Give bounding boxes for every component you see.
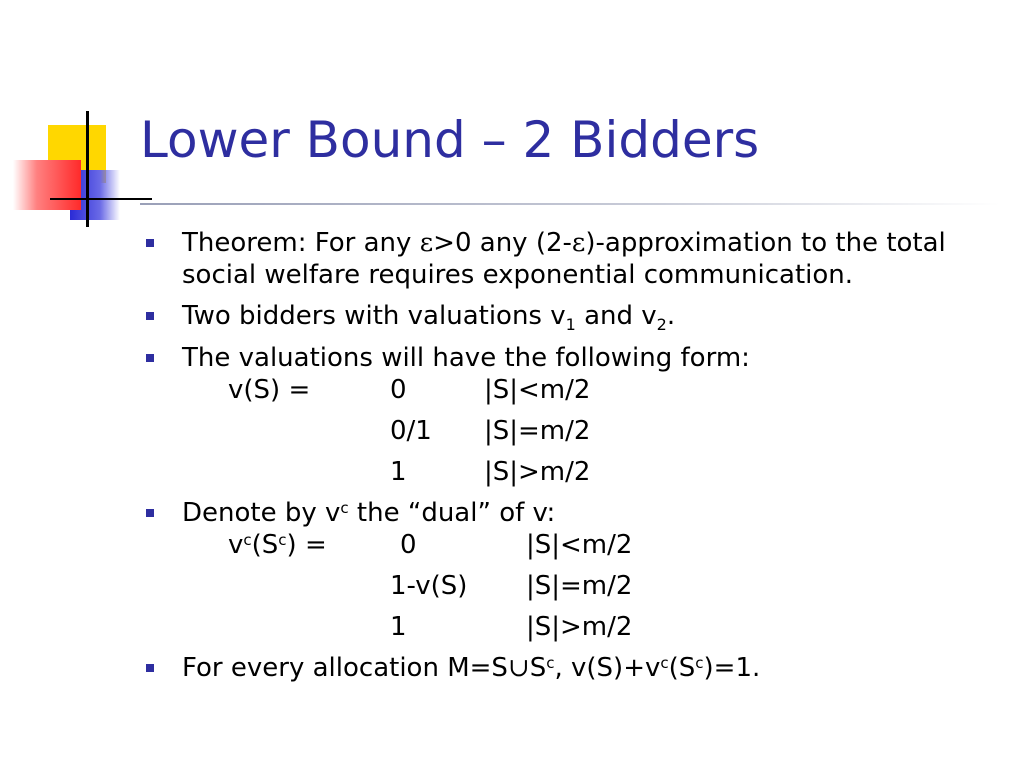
v-table-value: 1 xyxy=(390,457,407,488)
v-table xyxy=(140,374,1010,497)
alloc-text-4: (S xyxy=(668,653,696,684)
bidders-text-2: and v xyxy=(575,301,657,331)
form-intro-text: The valuations will have the following form: xyxy=(182,343,750,374)
title-underline xyxy=(140,203,1000,205)
alloc-sup-3: c xyxy=(695,654,704,673)
v-table-condition: |S|>m/2 xyxy=(484,457,591,488)
v-table-condition: |S|<m/2 xyxy=(484,375,591,406)
vc-table-condition: |S|>m/2 xyxy=(526,612,633,643)
vc-table-condition: |S|=m/2 xyxy=(526,571,633,602)
bullet-marker xyxy=(146,354,154,362)
slide-title: Lower Bound – 2 Bidders xyxy=(140,111,760,169)
slide-body xyxy=(140,227,1010,693)
bullet-marker xyxy=(146,239,154,247)
vc-table xyxy=(140,529,1010,652)
bullet-theorem xyxy=(140,227,1010,291)
vc-table-value: 0 xyxy=(400,530,417,561)
theorem-text-3: )-approximation to the total social welfare requires exponential communication. xyxy=(182,228,946,290)
bidders-sub-1: 1 xyxy=(565,315,576,335)
alloc-text-1: For every allocation M=S xyxy=(182,653,508,684)
dual-text-2: the “dual” of v: xyxy=(348,498,556,529)
alloc-text-5: )=1. xyxy=(703,653,761,684)
alloc-text-3: , v(S)+v xyxy=(554,653,661,684)
v-table-row xyxy=(140,456,1010,497)
alloc-sup-2: c xyxy=(660,654,669,673)
dual-sup: c xyxy=(340,499,349,518)
vc-lhs-mid: (S xyxy=(251,530,279,561)
bullet-marker xyxy=(146,664,154,672)
decor-red-square xyxy=(13,160,81,210)
vc-table-value: 1 xyxy=(390,612,407,643)
union-symbol: ∪ xyxy=(507,653,530,684)
v-table-value: 0 xyxy=(390,375,407,406)
vc-table-lhs xyxy=(228,529,327,561)
v-table-row xyxy=(140,374,1010,415)
alloc-sup-1: c xyxy=(546,654,555,673)
v-table-value: 0/1 xyxy=(390,416,432,447)
alloc-text-2: S xyxy=(529,653,547,684)
bullet-dual xyxy=(140,497,1010,529)
vc-lhs-sup-1: c xyxy=(243,531,252,550)
vc-lhs-v: v xyxy=(228,530,244,561)
theorem-text-2: >0 any (2- xyxy=(433,228,572,258)
vc-lhs-end: ) = xyxy=(286,530,327,561)
v-table-lhs: v(S) = xyxy=(228,375,311,406)
bidders-text-1: Two bidders with valuations v xyxy=(182,301,566,331)
vc-lhs-sup-2: c xyxy=(278,531,287,550)
decor-vertical-line xyxy=(86,111,89,227)
vc-table-condition: |S|<m/2 xyxy=(526,530,633,561)
dual-text-1: Denote by v xyxy=(182,498,341,529)
bullet-valuation-form xyxy=(140,342,1010,374)
epsilon-symbol: ε xyxy=(419,228,434,258)
bullet-marker xyxy=(146,509,154,517)
vc-table-row xyxy=(140,570,1010,611)
vc-table-value: 1-v(S) xyxy=(390,571,468,602)
vc-table-row xyxy=(140,529,1010,570)
epsilon-symbol: ε xyxy=(571,228,586,258)
vc-table-row xyxy=(140,611,1010,652)
bullet-marker xyxy=(146,312,154,320)
bullet-allocation xyxy=(140,652,1010,684)
v-table-condition: |S|=m/2 xyxy=(484,416,591,447)
decor-horizontal-line xyxy=(50,198,152,200)
bidders-sub-2: 2 xyxy=(656,315,667,335)
bidders-text-3: . xyxy=(666,301,676,331)
theorem-text-1: Theorem: For any xyxy=(182,228,420,258)
bullet-two-bidders xyxy=(140,300,1010,333)
v-table-row xyxy=(140,415,1010,456)
